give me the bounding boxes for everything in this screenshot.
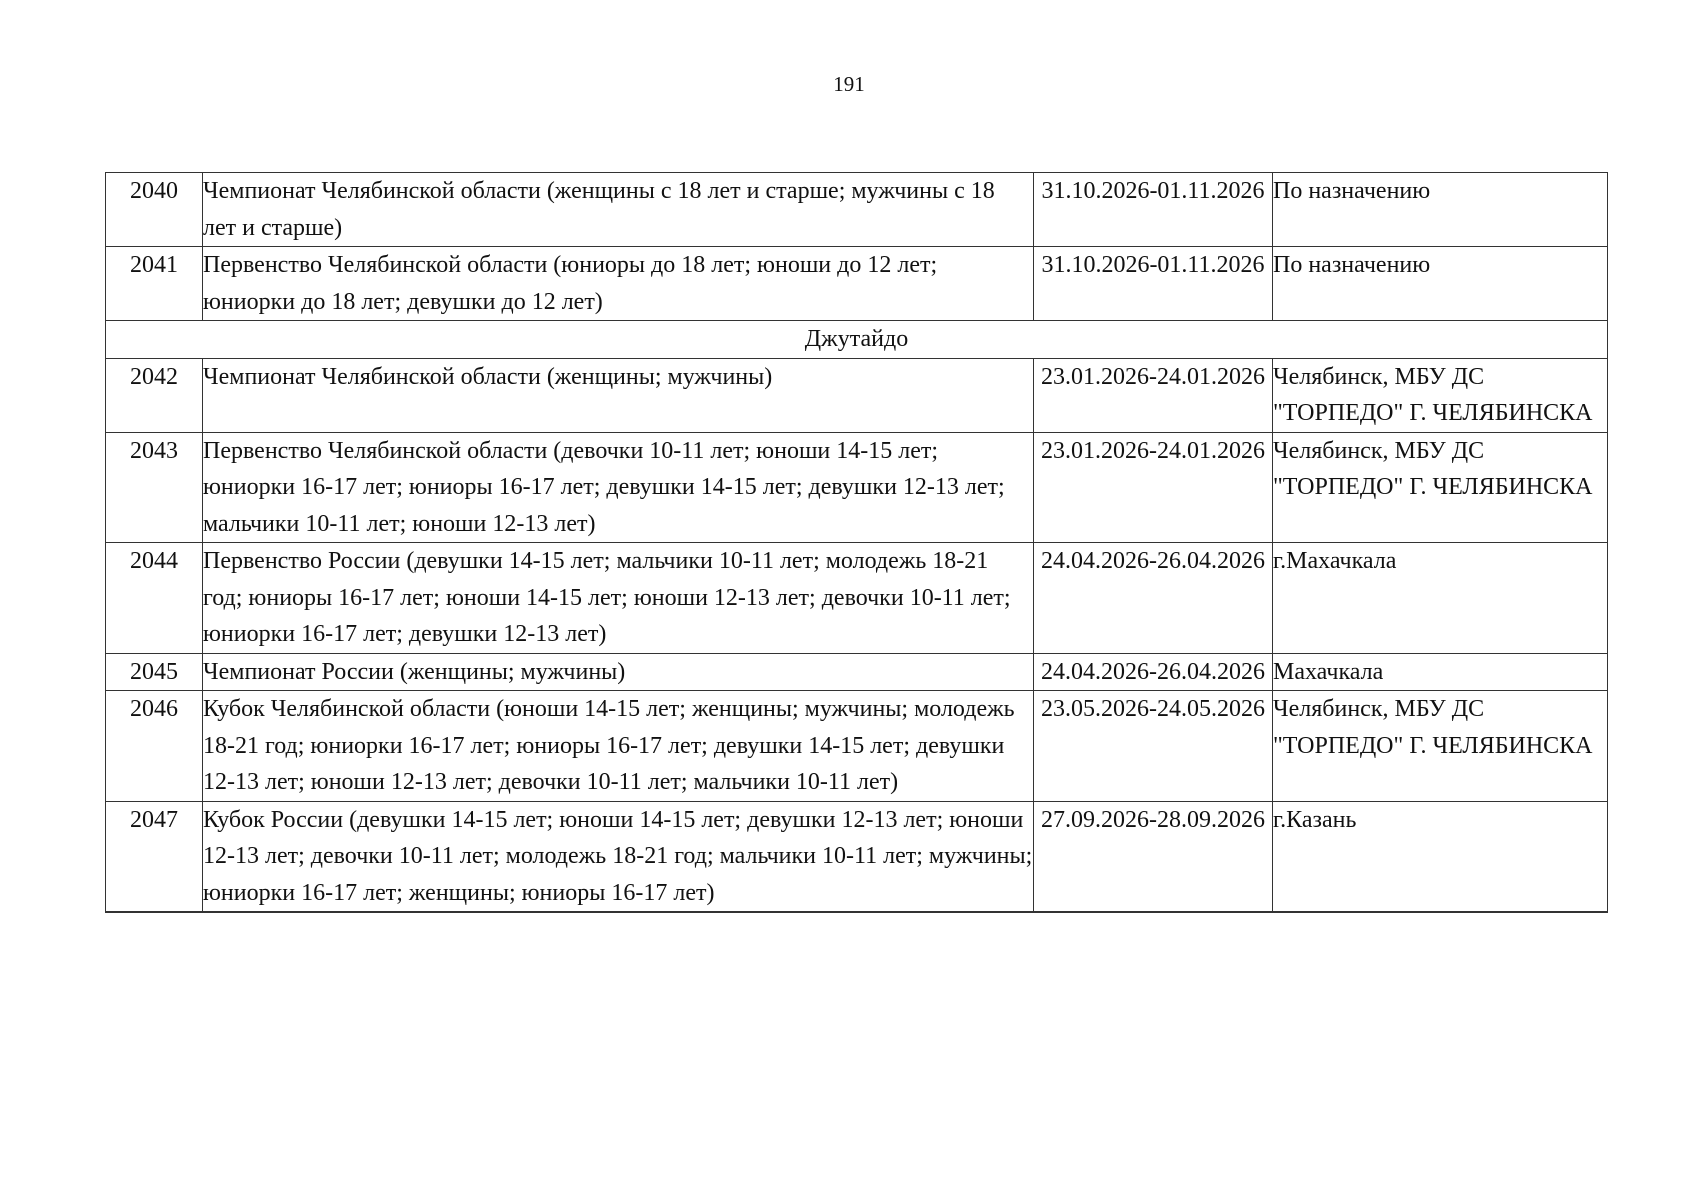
event-place	[1273, 912, 1608, 913]
event-place: Челябинск, МБУ ДС "ТОРПЕДО" Г. ЧЕЛЯБИНСКА	[1273, 358, 1608, 432]
table-row	[106, 247, 1608, 321]
event-number: 2040	[106, 173, 203, 247]
table-row	[106, 543, 1608, 654]
table-row	[106, 653, 1608, 691]
event-dates: 31.10.2026-01.11.2026	[1034, 173, 1273, 247]
table-row	[106, 358, 1608, 432]
event-number: 2043	[106, 432, 203, 543]
event-dates: 23.01.2026-24.01.2026	[1034, 432, 1273, 543]
section-row	[106, 321, 1608, 359]
event-dates: 23.01.2026-24.01.2026	[1034, 358, 1273, 432]
table-row	[106, 432, 1608, 543]
event-dates: 24.04.2026-26.04.2026	[1034, 543, 1273, 654]
event-place: г.Махачкала	[1273, 543, 1608, 654]
event-place: Челябинск, МБУ ДС "ТОРПЕДО" Г. ЧЕЛЯБИНСКА	[1273, 691, 1608, 802]
event-place: г.Казань	[1273, 801, 1608, 912]
event-number: 2046	[106, 691, 203, 802]
event-name: Кубок Челябинской области (юноши 14-15 лет; женщины; мужчины; молодежь 18-21 год; юниорки 16-17 лет; юниоры 16-17 лет; девушки 14-15 лет; девушки 12-13 лет; юноши 12-13 лет; девочки 10-11 лет; мальчики 10-11 лет)	[203, 691, 1034, 802]
event-name	[203, 912, 1034, 913]
event-dates: 23.05.2026-24.05.2026	[1034, 691, 1273, 802]
event-place: Челябинск, МБУ ДС "ТОРПЕДО" Г. ЧЕЛЯБИНСКА	[1273, 432, 1608, 543]
event-name: Первенство Челябинской области (юниоры до 18 лет; юноши до 12 лет; юниорки до 18 лет; девушки до 12 лет)	[203, 247, 1034, 321]
event-place: По назначению	[1273, 247, 1608, 321]
event-name: Чемпионат России (женщины; мужчины)	[203, 653, 1034, 691]
event-number: 2044	[106, 543, 203, 654]
event-number: 2042	[106, 358, 203, 432]
event-name: Чемпионат Челябинской области (женщины; мужчины)	[203, 358, 1034, 432]
events-table	[105, 172, 1608, 913]
event-number: 2045	[106, 653, 203, 691]
table-row	[106, 801, 1608, 912]
page-number: 191	[833, 72, 865, 96]
event-name: Кубок России (девушки 14-15 лет; юноши 14-15 лет; девушки 12-13 лет; юноши 12-13 лет; девочки 10-11 лет; молодежь 18-21 год; мальчики 10-11 лет; мужчины; юниорки 16-17 лет; женщины; юниоры 16-17 лет)	[203, 801, 1034, 912]
table-row	[106, 691, 1608, 802]
event-number	[106, 912, 203, 913]
event-name: Чемпионат Челябинской области (женщины с 18 лет и старше; мужчины с 18 лет и старше)	[203, 173, 1034, 247]
event-number: 2041	[106, 247, 203, 321]
event-dates: 24.04.2026-26.04.2026	[1034, 653, 1273, 691]
event-place: По назначению	[1273, 173, 1608, 247]
table-row	[106, 912, 1608, 913]
event-number: 2047	[106, 801, 203, 912]
table-row	[106, 173, 1608, 247]
section-title: Джутайдо	[106, 321, 1608, 359]
event-dates	[1034, 912, 1273, 913]
event-place: Махачкала	[1273, 653, 1608, 691]
event-name: Первенство Челябинской области (девочки 10-11 лет; юноши 14-15 лет; юниорки 16-17 лет; юниоры 16-17 лет; девушки 14-15 лет; девушки 12-13 лет; мальчики 10-11 лет; юноши 12-13 лет)	[203, 432, 1034, 543]
event-dates: 31.10.2026-01.11.2026	[1034, 247, 1273, 321]
event-dates: 27.09.2026-28.09.2026	[1034, 801, 1273, 912]
event-name: Первенство России (девушки 14-15 лет; мальчики 10-11 лет; молодежь 18-21 год; юниоры 16-17 лет; юноши 14-15 лет; юноши 12-13 лет; девочки 10-11 лет; юниорки 16-17 лет; девушки 12-13 лет)	[203, 543, 1034, 654]
